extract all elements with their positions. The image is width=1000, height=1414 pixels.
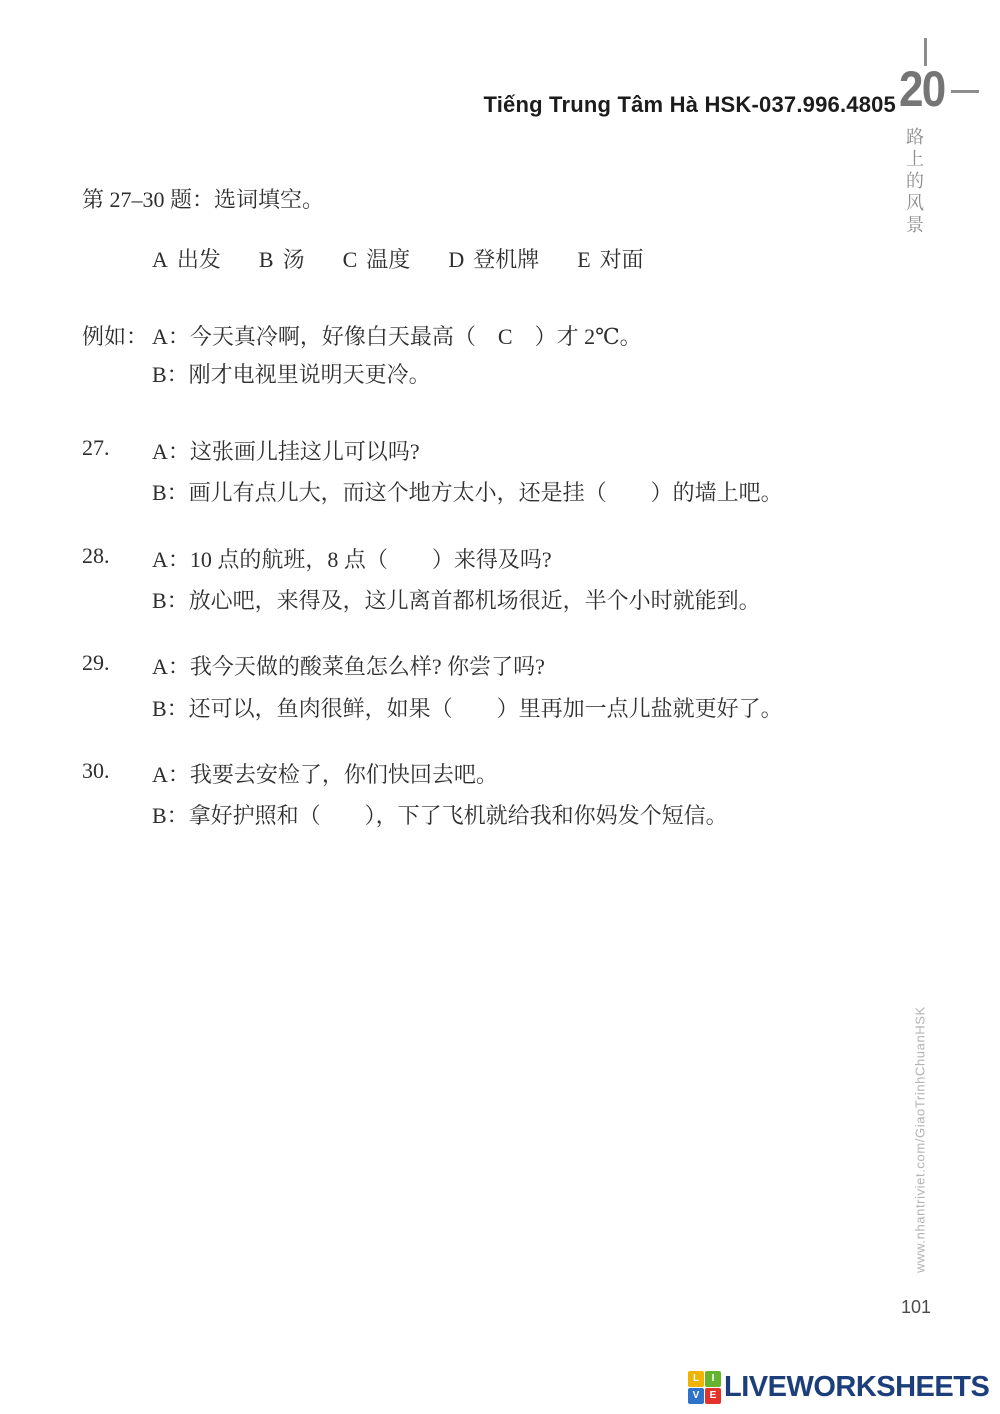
- word-bank-word: 登机牌: [473, 247, 540, 272]
- word-bank-key: B: [258, 247, 274, 272]
- logo-tile-letter: I: [711, 1373, 715, 1384]
- page-number: 101: [901, 1297, 932, 1317]
- chapter-number: 20: [899, 61, 945, 117]
- exercise-instruction: 第 27–30 题：选词填空。: [82, 187, 325, 212]
- logo-tile-letter: E: [709, 1390, 717, 1401]
- logo-tile-e: [705, 1388, 721, 1404]
- word-bank-key: E: [577, 247, 591, 272]
- question-27-line-b: B：画儿有点儿大，而这个地方太小，还是挂（ ）的墙上吧。: [152, 480, 783, 505]
- question-29-line-a: A：我今天做的酸菜鱼怎么样? 你尝了吗?: [152, 654, 545, 679]
- word-bank-word: 温度: [366, 247, 411, 272]
- question-30-line-b: B：拿好护照和（ ），下了飞机就给我和你妈发个短信。: [152, 803, 728, 828]
- chapter-title-vertical: 路上的风景: [904, 127, 924, 237]
- question-29-line-b: B：还可以，鱼肉很鲜，如果（ ）里再加一点儿盐就更好了。: [152, 696, 783, 721]
- question-30-number: 30.: [82, 758, 110, 783]
- word-bank-key: C: [342, 247, 358, 272]
- chapter-dash-line: [951, 90, 979, 93]
- liveworksheets-logo[interactable]: [688, 1371, 989, 1404]
- question-29-number: 29.: [82, 650, 110, 675]
- word-bank-key: A: [152, 247, 168, 272]
- question-27-number: 27.: [82, 435, 110, 460]
- logo-tile-v: [688, 1388, 704, 1404]
- example-line-a: A：今天真冷啊，好像白天最高（ C ）才 2℃。: [152, 324, 642, 349]
- brand-header: Tiếng Trung Tâm Hà HSK-037.996.4805: [483, 92, 896, 117]
- liveworksheets-logo-icon: [688, 1371, 721, 1404]
- word-bank-item-e: [577, 243, 643, 274]
- example-line-b: B：刚才电视里说明天更冷。: [152, 362, 431, 387]
- logo-tile-l: [688, 1371, 704, 1387]
- question-27-line-a: A：这张画儿挂这儿可以吗?: [152, 439, 420, 464]
- logo-tile-i: [705, 1371, 721, 1387]
- word-bank-item-c: [343, 243, 411, 274]
- question-28-line-b: B：放心吧，来得及，这儿离首都机场很近，半个小时就能到。: [152, 588, 761, 613]
- word-bank-item-b: [259, 243, 305, 274]
- logo-tile-letter: V: [692, 1390, 700, 1401]
- word-bank-word: 对面: [599, 247, 644, 272]
- logo-tile-letter: L: [692, 1373, 700, 1384]
- word-bank-item-d: [448, 243, 539, 274]
- publisher-url-vertical: www.nhantriviet.com/GiaoTrinhChuanHSK: [912, 1006, 928, 1273]
- word-bank-word: 出发: [176, 247, 221, 272]
- question-28-number: 28.: [82, 543, 110, 568]
- word-bank-item-a: [152, 243, 221, 274]
- example-label: 例如：: [82, 324, 149, 349]
- word-bank-key: D: [448, 247, 465, 272]
- word-bank: [152, 243, 644, 274]
- liveworksheets-logo-text: LIVEWORKSHEETS: [724, 1371, 990, 1403]
- word-bank-word: 汤: [282, 247, 305, 272]
- question-28-line-a: A：10 点的航班，8 点（ ）来得及吗?: [152, 547, 552, 572]
- question-30-line-a: A：我要去安检了，你们快回去吧。: [152, 762, 498, 787]
